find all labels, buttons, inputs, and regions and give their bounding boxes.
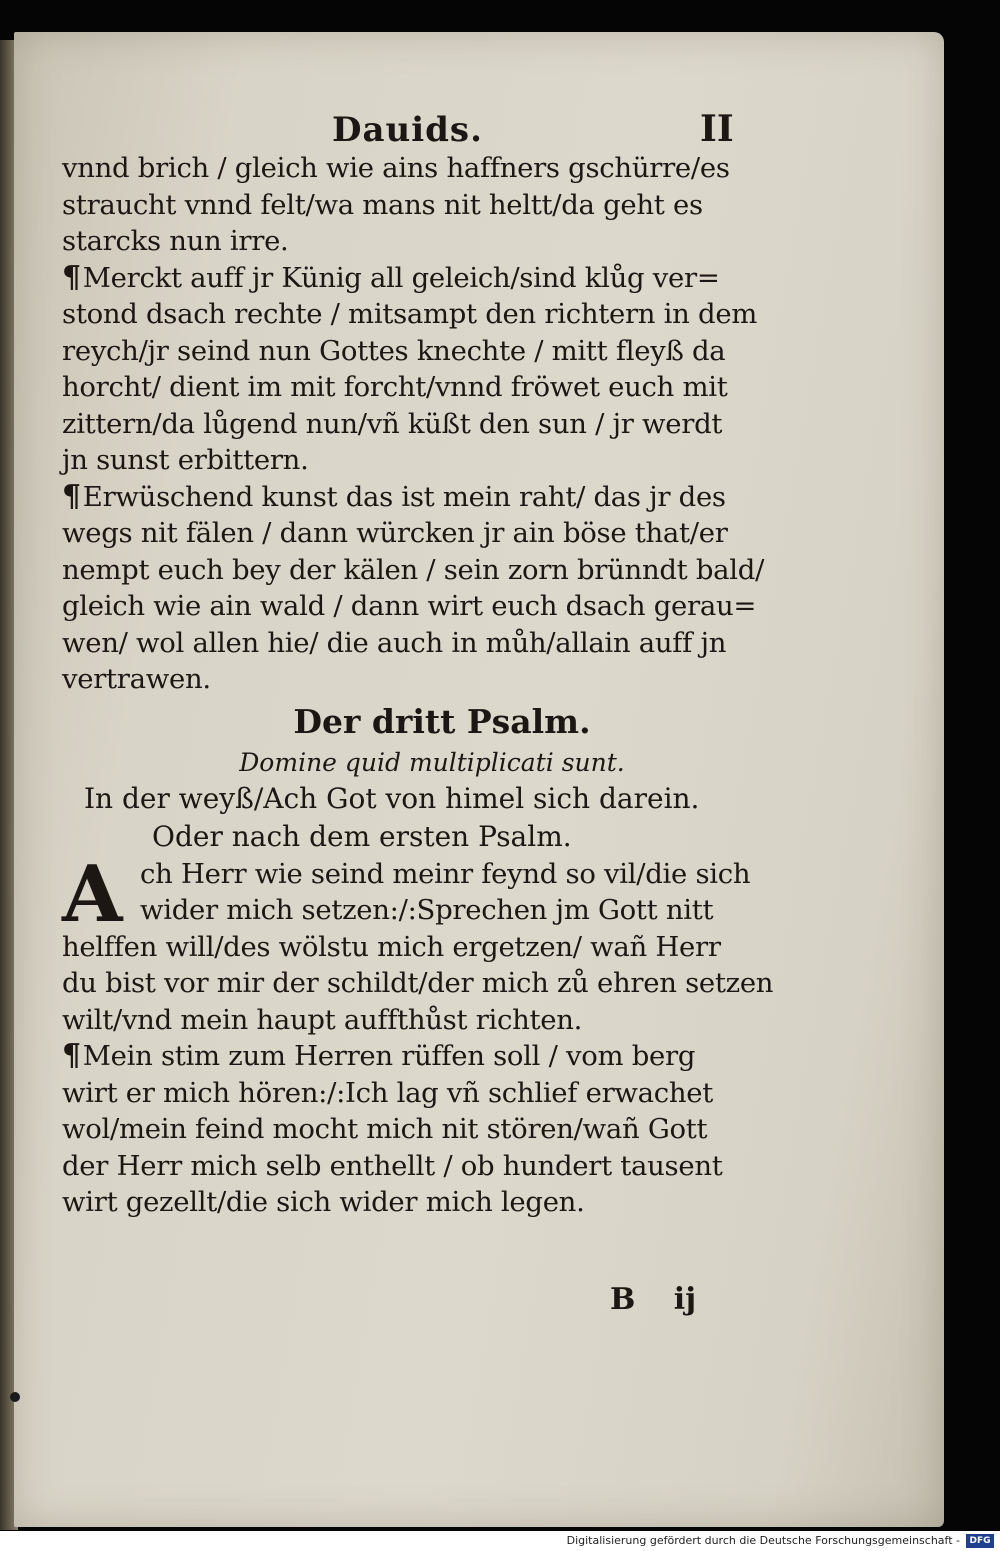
- text-line: starcks nun irre.: [62, 225, 289, 257]
- text-line: horcht/ dient im mit forcht/vnnd fröwet euch mit: [62, 371, 728, 403]
- stanza-merckt: [62, 260, 782, 479]
- tune-line: Oder nach dem ersten Psalm.: [152, 819, 572, 853]
- text-line: gleich wie ain wald / dann wirt euch dsach gerau=: [62, 590, 757, 622]
- folio-number: II: [700, 108, 734, 150]
- text-line: wider mich setzen:/:Sprechen jm Gott nitt: [140, 894, 714, 926]
- text-line: stond dsach rechte / mitsampt den richtern in dem: [62, 298, 758, 330]
- psalm-stanza-2: [62, 1038, 782, 1221]
- psalm-title: Der dritt Psalm.: [293, 701, 591, 741]
- text-line: nempt euch bey der kälen / sein zorn brünndt bald/: [62, 553, 765, 586]
- text-line: ¶Mein stim zum Herren rüffen soll / vom berg: [62, 1038, 696, 1073]
- text-line: vertrawen.: [62, 663, 211, 695]
- ink-spot: [10, 1392, 20, 1402]
- text-line: wilt/vnd mein haupt auffthůst richten.: [62, 1003, 583, 1036]
- text-line: vnnd brich / gleich wie ains haffners gschürre/es: [62, 152, 730, 184]
- text-line: jn sunst erbittern.: [62, 444, 309, 476]
- text-line: ¶Erwüschend kunst das ist mein raht/ das jr des: [62, 478, 726, 514]
- running-head: [62, 104, 782, 150]
- signature-mark: B ij: [610, 1282, 697, 1317]
- psalm-incipit: Domine quid multiplicati sunt.: [239, 747, 625, 777]
- running-head-title: Dauids.: [332, 110, 483, 150]
- psalm-stanza-1: [62, 848, 782, 1039]
- dfg-logo[interactable]: DFG: [966, 1534, 994, 1548]
- text-line: wirt gezellt/die sich wider mich legen.: [62, 1186, 585, 1218]
- stanza-continuation: [62, 150, 782, 260]
- text-line: helffen will/des wölstu mich ergetzen/ wañ Herr: [62, 930, 721, 963]
- stanza-erwuschend: [62, 479, 782, 698]
- footer-bar: [0, 1531, 1000, 1551]
- text-line: zittern/da lůgend nun/vñ küßt den sun / jr werdt: [62, 407, 723, 440]
- text-line: der Herr mich selb enthellt / ob hundert tausent: [62, 1149, 723, 1182]
- book-page: [14, 32, 944, 1527]
- pilcrow-mark: ¶: [62, 1038, 81, 1073]
- text-line: wegs nit fälen / dann würcken jr ain böse that/er: [62, 517, 728, 549]
- pilcrow-mark: ¶: [62, 259, 81, 295]
- tune-line: In der weyß/Ach Got von himel sich darein.: [84, 781, 700, 815]
- text-line: wen/ wol allen hie/ die auch in můh/allain auff jn: [62, 626, 727, 659]
- pilcrow-mark: ¶: [62, 478, 81, 514]
- text-line: du bist vor mir der schildt/der mich zů ehren setzen: [62, 967, 774, 999]
- drop-cap-initial: A: [62, 848, 123, 940]
- text-line: reych/jr seind nun Gottes knechte / mitt fleyß da: [62, 334, 726, 367]
- funding-credit: Digitalisierung gefördert durch die Deutsche Forschungsgemeinschaft -: [566, 1534, 960, 1547]
- text-line: wirt er mich hören:/:Ich lag vñ schlief erwachet: [62, 1076, 713, 1109]
- text-line: ch Herr wie seind meinr feynd so vil/die sich: [140, 857, 751, 890]
- page-text: [62, 104, 782, 1221]
- text-line: wol/mein feind mocht mich nit stören/wañ Gott: [62, 1113, 708, 1145]
- text-line: ¶Merckt auff jr Künig all geleich/sind klůg ver=: [62, 259, 720, 295]
- text-line: straucht vnnd felt/wa mans nit heltt/da geht es: [62, 188, 703, 221]
